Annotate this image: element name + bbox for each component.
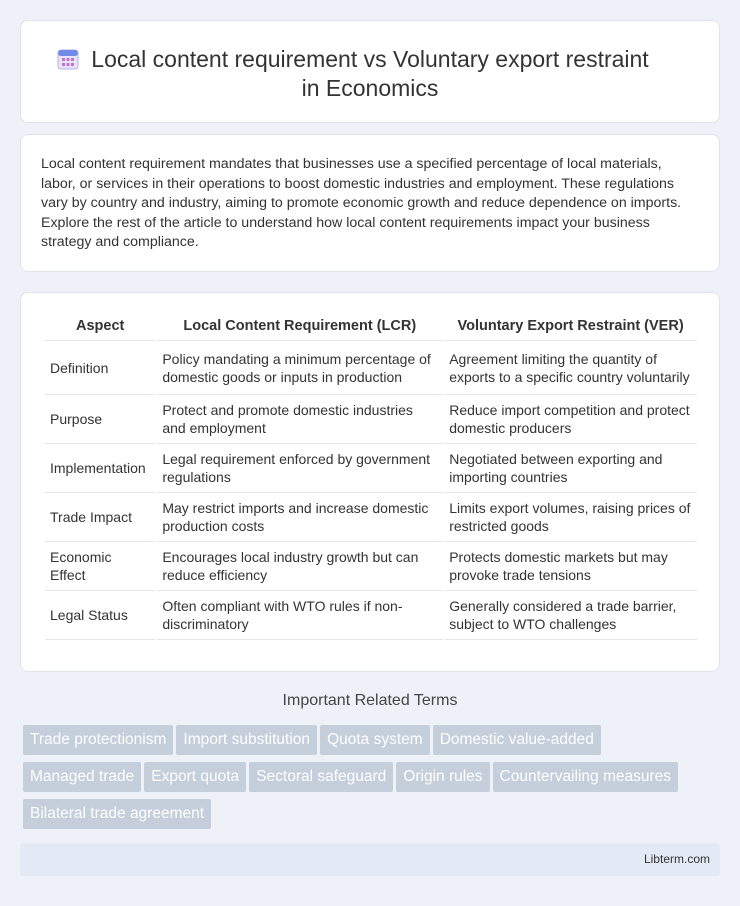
- related-term-tag[interactable]: Quota system: [320, 725, 430, 755]
- cell-lcr: Protect and promote domestic industries and employment: [157, 395, 442, 444]
- related-term-tag[interactable]: Import substitution: [176, 725, 317, 755]
- cell-ver: Protects domestic markets but may provoke trade tensions: [444, 542, 697, 591]
- related-term-tag[interactable]: Countervailing measures: [493, 762, 678, 792]
- comparison-card: [20, 292, 720, 672]
- footer-bar: [20, 843, 720, 876]
- comparison-table: [43, 311, 699, 640]
- table-row: [45, 591, 697, 640]
- cell-aspect: Legal Status: [45, 591, 155, 640]
- related-term-tag[interactable]: Origin rules: [396, 762, 489, 792]
- intro-card: [20, 134, 720, 272]
- footer-site-link[interactable]: Libterm.com: [643, 852, 710, 866]
- related-term-tag[interactable]: Sectoral safeguard: [249, 762, 393, 792]
- table-row: [45, 341, 697, 395]
- page-title-line1: Local content requirement vs Voluntary export restraint: [91, 46, 649, 72]
- cell-lcr: Often compliant with WTO rules if non-discriminatory: [157, 591, 442, 640]
- cell-lcr: Legal requirement enforced by government regulations: [157, 444, 442, 493]
- cell-lcr: Policy mandating a minimum percentage of domestic goods or inputs in production: [157, 341, 442, 395]
- header-lcr: Local Content Requirement (LCR): [157, 311, 442, 341]
- table-row: [45, 395, 697, 444]
- cell-ver: Generally considered a trade barrier, subject to WTO challenges: [444, 591, 697, 640]
- cell-ver: Reduce import competition and protect domestic producers: [444, 395, 697, 444]
- related-term-tag[interactable]: Trade protectionism: [23, 725, 173, 755]
- cell-lcr: May restrict imports and increase domestic production costs: [157, 493, 442, 542]
- related-terms-title: Important Related Terms: [282, 692, 458, 709]
- table-row: [45, 444, 697, 493]
- cell-ver: Limits export volumes, raising prices of restricted goods: [444, 493, 697, 542]
- cell-aspect: Definition: [45, 341, 155, 395]
- table-row: [45, 542, 697, 591]
- related-term-tag[interactable]: Bilateral trade agreement: [23, 799, 211, 829]
- page-title: [21, 45, 719, 103]
- title-card: [20, 20, 720, 123]
- related-terms-list: [23, 725, 723, 836]
- cell-ver: Agreement limiting the quantity of exports to a specific country voluntarily: [444, 341, 697, 395]
- cell-aspect: Economic Effect: [45, 542, 155, 591]
- header-aspect: Aspect: [45, 311, 155, 341]
- related-term-tag[interactable]: Managed trade: [23, 762, 141, 792]
- cell-lcr: Encourages local industry growth but can reduce efficiency: [157, 542, 442, 591]
- cell-aspect: Trade Impact: [45, 493, 155, 542]
- table-header-row: [45, 311, 697, 341]
- cell-ver: Negotiated between exporting and importing countries: [444, 444, 697, 493]
- header-ver: Voluntary Export Restraint (VER): [444, 311, 697, 341]
- related-term-tag[interactable]: Domestic value-added: [433, 725, 601, 755]
- related-term-tag[interactable]: Export quota: [144, 762, 246, 792]
- cell-aspect: Implementation: [45, 444, 155, 493]
- page-title-line2: in Economics: [301, 75, 439, 101]
- intro-paragraph: Local content requirement mandates that businesses use a specified percentage of local materials, labor, or services in their operations to boost domestic industries and employment. These regulations vary by country and industry, aiming to promote economic growth and reduce dependence on imports. Explore the rest of the article to understand how local content requirements impact your business strategy and compliance.: [41, 156, 682, 250]
- cell-aspect: Purpose: [45, 395, 155, 444]
- table-row: [45, 493, 697, 542]
